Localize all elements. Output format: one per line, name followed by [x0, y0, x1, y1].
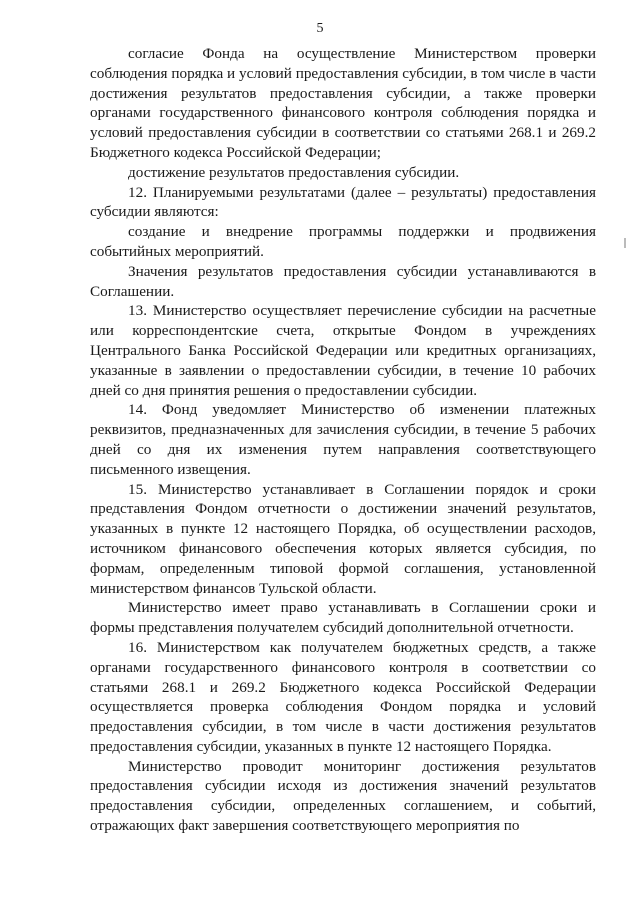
paragraph-14: 14. Фонд уведомляет Министерство об изменении платежных реквизитов, предназначенных для зачисления субсидии, в течение 5 рабочих дней со дня их изменения путем направления соответствующего письменного извещения.	[90, 401, 596, 478]
page-number: 5	[316, 21, 324, 36]
paragraph-15: 15. Министерство устанавливает в Соглашении порядок и сроки представления Фондом отчетности о достижении значений результатов, указанных в пункте 12 настоящего Порядка, об осуществлении расходов, источником финансового обеспечения которых является субсидия, по формам, определенным типовой формой соглашения, установленной министерством финансов Тульской области.	[90, 480, 596, 597]
paragraph-13: 13. Министерство осуществляет перечисление субсидии на расчетные или корреспондентские счета, открытые Фондом в учреждениях Центрального Банка Российской Федерации или кредитных организациях, указанные в заявлении о предоставлении субсидии, в течение 10 рабочих дней со дня принятия решения о предоставлении субсидии.	[90, 302, 596, 399]
paragraph-consent-continued: согласие Фонда на осуществление Министерством проверки соблюдения порядка и условий предоставления субсидии, в том числе в части достижения результатов предоставления субсидии, а также проверки органами государственного финансового контроля соблюдения порядка и условий предоставления субсидии в соответствии со статьями 268.1 и 269.2 Бюджетного кодекса Российской Федерации;	[90, 45, 597, 161]
paragraph-achievement: достижение результатов предоставления субсидии.	[128, 163, 460, 181]
paragraph-12-values: Значения результатов предоставления субсидии устанавливаются в Соглашении.	[90, 262, 596, 300]
paragraph-12: 12. Планируемыми результатами (далее – результаты) предоставления субсидии являются:	[90, 183, 596, 221]
scan-margin-mark	[624, 238, 626, 248]
paragraph-16: 16. Министерством как получателем бюджетных средств, а также органами государственного финансового контроля в соответствии со статьями 268.1 и 269.2 Бюджетного кодекса Российской Федерации осуществляется проверка соблюдения Фондом порядка и условий предоставления субсидии, в том числе в части достижения результатов предоставления субсидии, указанных в пункте 12 настоящего Порядка.	[90, 638, 596, 755]
document-body	[90, 44, 596, 836]
paragraph-16-monitoring: Министерство проводит мониторинг достижения результатов предоставления субсидии исходя из достижения значений результатов предоставления субсидии, определенных соглашением, и событий, отражающих факт завершения соответствующего мероприятия по	[90, 757, 596, 835]
paragraph-12-results: создание и внедрение программы поддержки и продвижения событийных мероприятий.	[90, 223, 596, 260]
paragraph-15-additional: Министерство имеет право устанавливать в Соглашении сроки и формы представления получателем субсидий дополнительной отчетности.	[90, 599, 596, 637]
